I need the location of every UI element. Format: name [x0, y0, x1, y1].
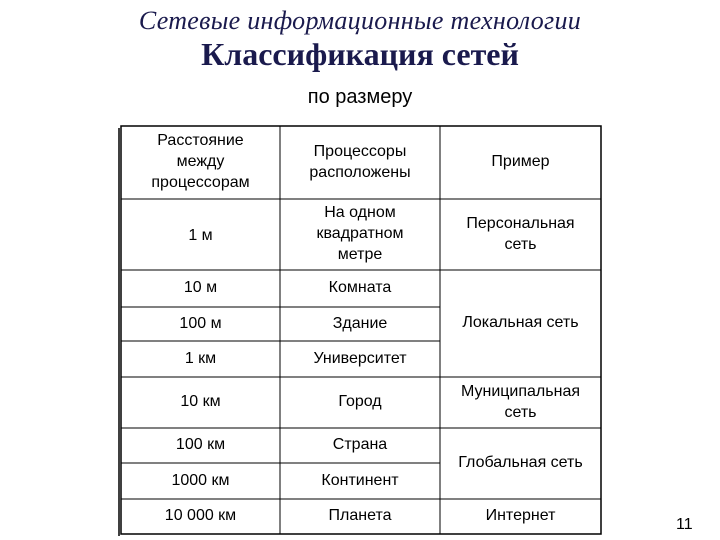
- distance-cell: 10 км: [180, 393, 221, 411]
- example-cell: Локальная сеть: [462, 314, 579, 332]
- course-title: Сетевые информационные технологии: [138, 6, 582, 35]
- distance-cell: 100 м: [179, 314, 222, 332]
- location-cell: Здание: [332, 314, 388, 332]
- example-cell: Муниципальная сеть: [460, 382, 580, 421]
- distance-cell: 100 км: [175, 436, 226, 454]
- slide-subtitle: по размеру: [307, 86, 413, 108]
- location-cell: Страна: [332, 436, 388, 454]
- distance-cell: 10 м: [183, 279, 218, 297]
- location-cell: Планета: [328, 507, 392, 525]
- example-cell: Интернет: [485, 507, 556, 525]
- header-location: Процессоры расположены: [309, 142, 411, 181]
- example-cell: Глобальная сеть: [458, 454, 583, 472]
- distance-cell: 1 м: [188, 227, 213, 245]
- location-cell: На одном квадратном метре: [316, 204, 404, 263]
- slide-title: Классификация сетей: [201, 36, 519, 72]
- distance-cell: 1000 км: [171, 471, 230, 489]
- page-number: 11: [676, 516, 693, 533]
- location-cell: Город: [338, 393, 382, 411]
- location-cell: Континент: [321, 471, 399, 489]
- location-cell: Университет: [313, 349, 407, 367]
- example-cell: Персональная сеть: [466, 214, 575, 253]
- header-distance: Расстояние между процессорам: [151, 132, 250, 191]
- location-cell: Комната: [328, 279, 392, 297]
- distance-cell: 10 000 км: [164, 507, 237, 525]
- distance-cell: 1 км: [184, 349, 217, 367]
- header-example: Пример: [491, 153, 550, 171]
